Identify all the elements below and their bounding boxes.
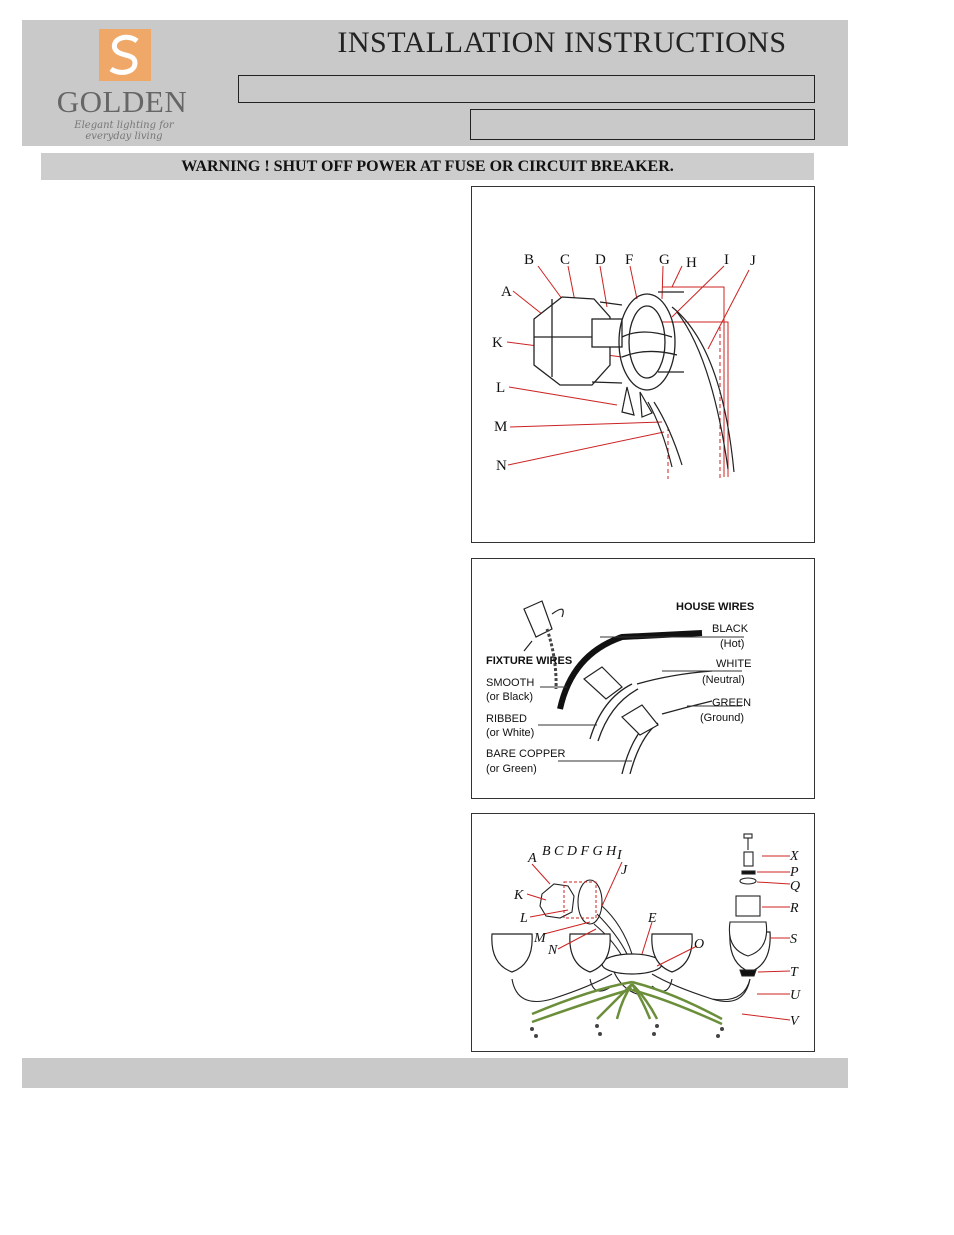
white-label: WHITE xyxy=(716,658,752,670)
label-s: S xyxy=(790,932,797,947)
label-q: Q xyxy=(790,879,801,894)
label-l: L xyxy=(520,911,528,926)
bare-copper-label: BARE COPPER xyxy=(486,748,566,760)
black-label: BLACK xyxy=(712,623,749,635)
warning-banner: WARNING ! SHUT OFF POWER AT FUSE OR CIRCUIT BREAKER. xyxy=(41,153,814,180)
wiring-diagram xyxy=(472,559,814,798)
fixture-wires-heading: FIXTURE WIRES xyxy=(486,655,573,667)
label-c: C xyxy=(560,252,571,268)
label-a: A xyxy=(501,284,512,300)
header-band xyxy=(22,20,848,146)
label-i: I xyxy=(617,848,622,863)
mounting-diagram xyxy=(472,187,814,542)
label-m: M xyxy=(534,931,546,946)
label-d: D xyxy=(595,252,606,268)
label-m: M xyxy=(494,419,508,435)
label-h: H xyxy=(686,255,697,271)
label-f: F xyxy=(625,252,634,268)
label-t: T xyxy=(790,965,798,980)
ground-label: (Ground) xyxy=(700,712,745,724)
label-x: X xyxy=(790,849,799,864)
label-i: I xyxy=(724,252,729,268)
label-o: O xyxy=(694,937,705,952)
label-v: V xyxy=(790,1014,799,1029)
label-u: U xyxy=(790,988,801,1003)
label-p: P xyxy=(790,865,799,880)
label-j: J xyxy=(621,863,628,878)
smooth-label: SMOOTH xyxy=(486,677,535,689)
logo-s-icon xyxy=(99,29,151,81)
item-field xyxy=(470,109,815,140)
labels-b-to-h: B C D F G H xyxy=(542,844,617,859)
label-k: K xyxy=(492,335,503,351)
label-e: E xyxy=(648,911,657,926)
green-label: GREEN xyxy=(712,697,752,709)
wiring-diagram-panel xyxy=(471,558,815,799)
brand-name: GOLDEN xyxy=(56,84,188,119)
label-j: J xyxy=(750,253,756,269)
or-white-label: (or White) xyxy=(486,727,535,739)
page-title: INSTALLATION INSTRUCTIONS xyxy=(337,26,787,59)
or-black-label: (or Black) xyxy=(486,691,534,703)
hot-label: (Hot) xyxy=(720,638,745,650)
label-r: R xyxy=(790,901,799,916)
mounting-diagram-panel xyxy=(471,186,815,543)
or-green-label: (or Green) xyxy=(486,763,537,775)
label-b: B xyxy=(524,252,535,268)
assembly-diagram-panel xyxy=(471,813,815,1052)
label-g: G xyxy=(659,252,670,268)
label-a: A xyxy=(528,851,537,866)
label-k: K xyxy=(514,888,524,903)
label-n: N xyxy=(548,943,558,958)
model-field xyxy=(238,75,815,103)
house-wires-heading: HOUSE WIRES xyxy=(676,601,755,613)
neutral-label: (Neutral) xyxy=(702,674,745,686)
brand-logo xyxy=(52,26,192,141)
assembly-diagram xyxy=(472,814,814,1051)
brand-tagline: Elegant lighting for everyday living xyxy=(74,120,174,142)
label-n: N xyxy=(496,458,507,474)
footer-band xyxy=(22,1058,848,1088)
ribbed-label: RIBBED xyxy=(486,713,527,725)
label-l: L xyxy=(496,380,506,396)
